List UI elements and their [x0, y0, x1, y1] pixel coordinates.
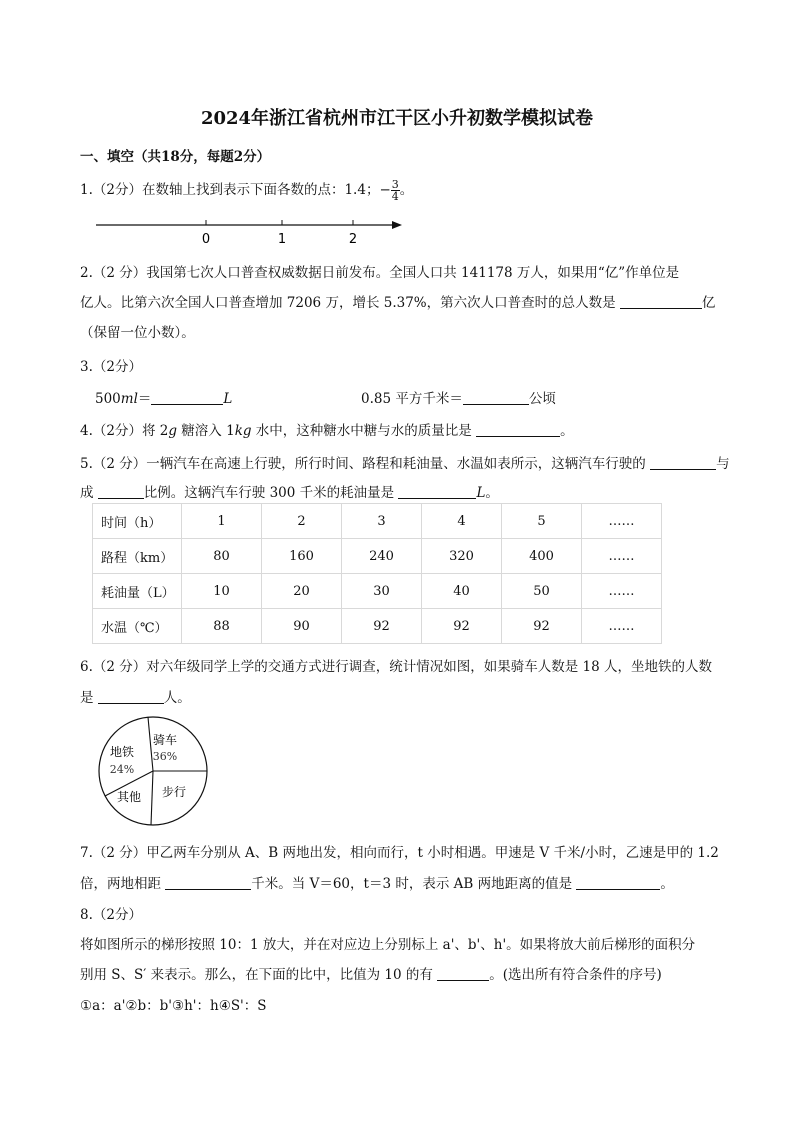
table-cell: 92	[342, 609, 422, 644]
q8-text-2: 。(选出所有符合条件的序号)	[489, 967, 662, 983]
table-cell: 88	[182, 609, 262, 644]
fraction-three-quarters	[391, 179, 400, 202]
table-cell: 80	[182, 539, 262, 574]
q5-data-table	[92, 503, 662, 644]
table-cell: 5	[502, 504, 582, 539]
pie-label-qiche: 骑车	[152, 733, 178, 747]
table-row-head: 耗油量（L）	[93, 574, 182, 609]
answer-blank-q3a[interactable]	[151, 390, 223, 405]
number-line	[90, 212, 410, 248]
q3a-answer-unit: L	[223, 391, 233, 407]
question-3-part-a	[95, 387, 232, 407]
question-8-label: 8.（2分）	[80, 907, 142, 923]
question-1	[80, 178, 413, 202]
answer-blank-q5a[interactable]	[650, 455, 716, 470]
q4-text-3: 水中，这种糖水中糖与水的质量比是	[251, 423, 477, 439]
table-row-head: 路程（km）	[93, 539, 182, 574]
table-cell: 4	[422, 504, 502, 539]
answer-blank-q5c[interactable]	[398, 484, 476, 499]
table-cell: ……	[582, 504, 662, 539]
q5-text-2: 与	[716, 456, 730, 472]
fraction-denominator: 4	[391, 190, 399, 203]
question-6-line-1: 6.（2 分）对六年级同学上学的交通方式进行调查，统计情况如图，如果骑车人数是 18 人，坐地铁的人数	[80, 659, 713, 675]
table-cell: 20	[262, 574, 342, 609]
q4-text-2: 糖溶入 1	[177, 423, 235, 439]
question-5-line-1	[80, 452, 730, 472]
table-row	[93, 504, 662, 539]
question-8-line-1: 将如图所示的梯形按照 10：1 放大，并在对应边上分别标上 a'、b'、h'。如果将放大前后梯形的面积分	[80, 937, 696, 953]
number-line-arrow-icon	[392, 221, 402, 229]
answer-blank-q3b[interactable]	[463, 390, 529, 405]
question-3-part-b	[361, 387, 556, 407]
q8-text-1: 别用 S、S′ 来表示。那么，在下面的比中，比值为 10 的有	[80, 967, 438, 983]
table-row	[93, 539, 662, 574]
question-3-label: 3.（2分）	[80, 359, 142, 375]
fraction-numerator: 3	[391, 178, 399, 191]
q3a-number: 500	[95, 391, 121, 407]
pie-value-qiche: 36%	[152, 750, 178, 763]
table-row	[93, 574, 662, 609]
question-2-line-1: 2.（2 分）我国第七次人口普查权威数据日前发布。全国人口共 141178 万人，如果用“亿”作单位是	[80, 265, 680, 281]
q7-text-1: 倍，两地相距	[80, 876, 166, 892]
question-4	[80, 419, 574, 439]
question-1-text: 1.（2分）在数轴上找到表示下面各数的点：1.4；−	[80, 182, 391, 198]
table-cell: 2	[262, 504, 342, 539]
q6-text-2: 人。	[163, 690, 191, 706]
tick-label-0: 0	[201, 232, 211, 247]
table-row-head: 时间（h）	[93, 504, 182, 539]
q5-text-4: 比例。这辆汽车行驶 300 千米的耗油量是	[143, 485, 399, 501]
table-row	[93, 609, 662, 644]
question-7-line-2	[80, 872, 674, 892]
pie-label-buxing: 步行	[161, 785, 187, 799]
table-cell: 1	[182, 504, 262, 539]
table-row-head: 水温（℃）	[93, 609, 182, 644]
q5-text-1: 5.（2 分）一辆汽车在高速上行驶，所行时间、路程和耗油量、水温如表所示，这辆汽车行驶的	[80, 456, 651, 472]
q4-end: 。	[560, 423, 574, 439]
q5-unit-l: L	[476, 485, 486, 501]
question-2-line-3: （保留一位小数）。	[80, 325, 195, 341]
q6-text-1: 是	[80, 690, 98, 706]
question-8-options: ①a：a'②b：b'③h'：h④S'：S	[80, 998, 267, 1014]
question-6-line-2	[80, 686, 191, 706]
q3b-text: 0.85 平方千米＝	[361, 391, 463, 407]
section-heading-fill-blank: 一、填空（共18分，每题2分）	[80, 149, 271, 165]
answer-blank-q7b[interactable]	[576, 875, 660, 890]
table-cell: 90	[262, 609, 342, 644]
tick-label-1: 1	[277, 232, 287, 247]
pie-label-ditie: 地铁	[109, 745, 135, 759]
table-cell: 50	[502, 574, 582, 609]
table-cell: ……	[582, 574, 662, 609]
table-cell: 40	[422, 574, 502, 609]
pie-label-qita: 其他	[116, 790, 142, 804]
answer-blank-q4[interactable]	[476, 422, 560, 437]
table-cell: 30	[342, 574, 422, 609]
table-cell: 10	[182, 574, 262, 609]
transport-pie-chart	[94, 712, 212, 830]
q5-end: 。	[485, 485, 499, 501]
answer-blank-q8[interactable]	[437, 966, 489, 981]
page-title: 2024年浙江省杭州市江干区小升初数学模拟试卷	[200, 108, 594, 129]
table-cell: 92	[502, 609, 582, 644]
question-2-text: 亿人。比第六次全国人口普查增加 7206 万，增长 5.37%，第六次人口普查时的总人数是	[80, 295, 620, 311]
answer-blank-q6[interactable]	[98, 689, 164, 704]
q4-text-1: 4.（2分）将 2	[80, 423, 169, 439]
table-cell: 320	[422, 539, 502, 574]
question-8-line-2	[80, 963, 662, 983]
question-2-unit: 亿	[701, 295, 716, 311]
q7-end: 。	[660, 876, 674, 892]
q3a-equals: ＝	[137, 391, 152, 407]
pie-value-ditie: 24%	[109, 763, 135, 776]
table-cell: 400	[502, 539, 582, 574]
table-cell: 3	[342, 504, 422, 539]
q4-unit-kg: kg	[234, 423, 252, 439]
tick-label-2: 2	[348, 232, 358, 247]
question-2-line-2	[80, 291, 715, 311]
table-cell: 240	[342, 539, 422, 574]
q3b-unit: 公顷	[528, 391, 556, 407]
q3a-unit: ml	[120, 391, 138, 407]
answer-blank-q5b[interactable]	[98, 484, 144, 499]
question-7-line-1: 7.（2 分）甲乙两车分别从 A、B 两地出发，相向而行，t 小时相遇。甲速是 V 千米/小时，乙速是甲的 1.2	[80, 845, 719, 861]
q4-unit-g: g	[168, 423, 178, 439]
q5-text-3: 成	[80, 485, 98, 501]
table-cell: 92	[422, 609, 502, 644]
q7-text-2: 千米。当 V＝60，t＝3 时，表示 AB 两地距离的值是	[251, 876, 577, 892]
answer-blank-q7a[interactable]	[165, 875, 251, 890]
answer-blank-q2[interactable]	[620, 294, 702, 309]
table-cell: ……	[582, 539, 662, 574]
table-cell: ……	[582, 609, 662, 644]
table-cell: 160	[262, 539, 342, 574]
question-1-tail: 。	[399, 182, 414, 198]
question-5-line-2	[80, 481, 499, 501]
